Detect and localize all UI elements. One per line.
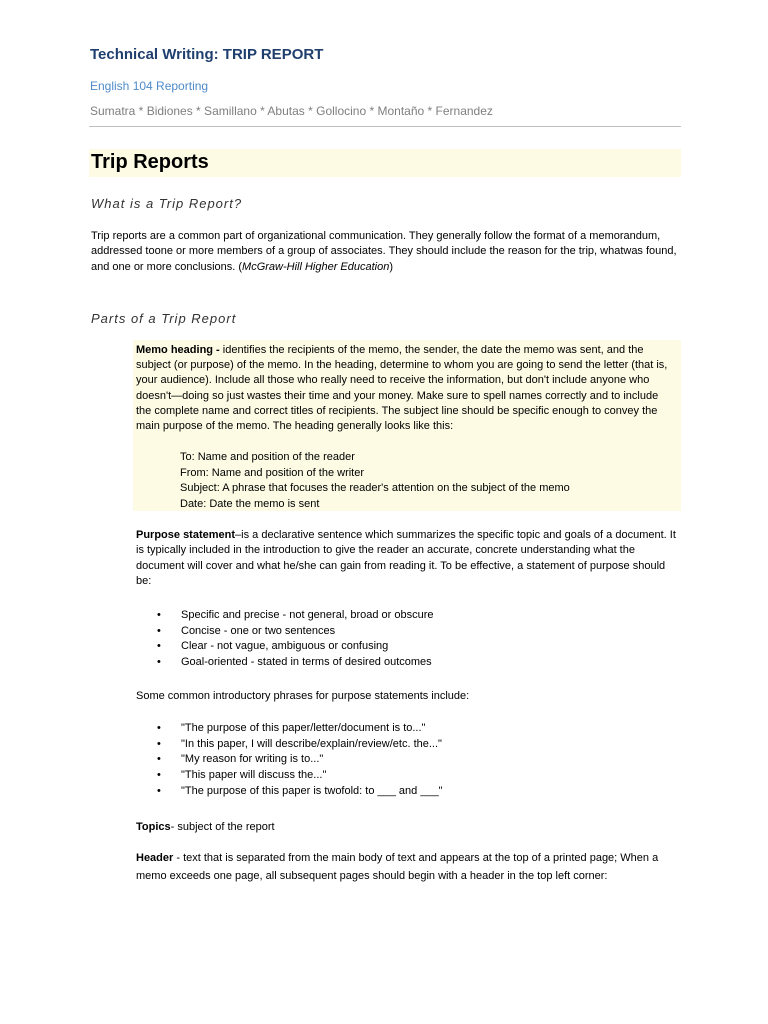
memo-heading-paragraph (136, 343, 676, 434)
memo-line-subject: Subject: A phrase that focuses the reader's attention on the subject of the memo (180, 482, 570, 494)
memo-line-to: To: Name and position of the reader (180, 451, 355, 463)
list-item: • Specific and precise - not general, broad or obscure (157, 608, 434, 624)
purpose-statement-term: Purpose statement (136, 529, 236, 541)
bullet-icon: • (157, 624, 161, 637)
page-title-band (89, 149, 681, 177)
bullet-icon: • (157, 769, 161, 782)
purpose-statement-text: –is a declarative sentence which summarizes the specific topic and goals of a document. It is typically included in the introduction to give the reader an accurate, concrete understanding what the document will cover and what he/she can gain from reading it. To be effective, a statement of purpose should be: (136, 529, 676, 587)
list-item: • Goal-oriented - stated in terms of desired outcomes (157, 655, 434, 671)
list-item: • "In this paper, I will describe/explain/review/etc. the..." (157, 737, 443, 753)
list-item: • "My reason for writing is to..." (157, 752, 443, 768)
bullet-icon: • (157, 656, 161, 669)
bullet-icon: • (157, 722, 161, 734)
memo-heading-example (180, 450, 570, 512)
purpose-statement-paragraph (136, 528, 681, 589)
intro-phrases-lead: Some common introductory phrases for purpose statements include: (136, 690, 470, 702)
bullet-icon: • (157, 609, 161, 621)
memo-line-date: Date: Date the memo is sent (180, 497, 320, 510)
header-text: - text that is separated from the main body of text and appears at the top of a printed page; When a memo exceeds one page, all subsequent pages should begin with a header in the top left corner: (136, 852, 659, 882)
list-item: • Concise - one or two sentences (157, 624, 434, 640)
intro-paragraph (91, 229, 681, 275)
citation-close: ) (389, 260, 394, 273)
bullet-icon: • (157, 737, 161, 750)
header-definition-paragraph (136, 849, 681, 885)
purpose-criteria-list (157, 608, 434, 671)
list-item: • "The purpose of this paper is twofold: to ___ and ___" (157, 784, 443, 800)
citation: McGraw-Hill Higher Education (242, 260, 390, 273)
document-header-title: Technical Writing: TRIP REPORT (90, 46, 324, 63)
topics-term: Topics (136, 821, 171, 833)
list-item: • "This paper will discuss the..." (157, 768, 443, 784)
section-heading-what-is: What is a Trip Report? (91, 196, 243, 211)
bullet-icon: • (157, 784, 161, 797)
header-term: Header (136, 852, 174, 864)
bullet-icon: • (157, 753, 161, 766)
memo-heading-term: Memo heading - (136, 344, 220, 356)
bullet-icon: • (157, 640, 161, 653)
memo-line-from: From: Name and position of the writer (180, 466, 365, 479)
topics-text: - subject of the report (170, 821, 275, 833)
section-heading-parts: Parts of a Trip Report (91, 311, 237, 326)
topics-paragraph (136, 820, 275, 835)
memo-heading-text: identifies the recipients of the memo, the sender, the date the memo was sent, and the subject (or purpose) of the memo. In the heading, determine to whom you are going to send the letter (that is, your audience). Include all those who really need to receive the information, but don't include anyone who doesn't—doing so just wastes their time and your money. Make sure to spell names correctly and to include the complete name and correct titles of recipients. The subject line should be specific enough to convey the main purpose of the memo. The heading generally looks like this: (136, 344, 668, 433)
document-header-authors: Sumatra * Bidiones * Samillano * Abutas * Gollocino * Montaño * Fernandez (90, 104, 493, 118)
document-header-subtitle: English 104 Reporting (90, 79, 209, 93)
intro-phrases-list (157, 721, 443, 800)
header-divider (89, 126, 681, 127)
intro-text: Trip reports are a common part of organizational communication. They generally follow the format of a memorandum, addressed toone or more members of a group of associates. They should include the reason for the trip, whatwas found, and one or more conclusions. ( (91, 230, 677, 273)
list-item: • Clear - not vague, ambiguous or confusing (157, 639, 434, 655)
page-title: Trip Reports (91, 151, 209, 173)
list-item: • "The purpose of this paper/letter/document is to..." (157, 721, 443, 737)
